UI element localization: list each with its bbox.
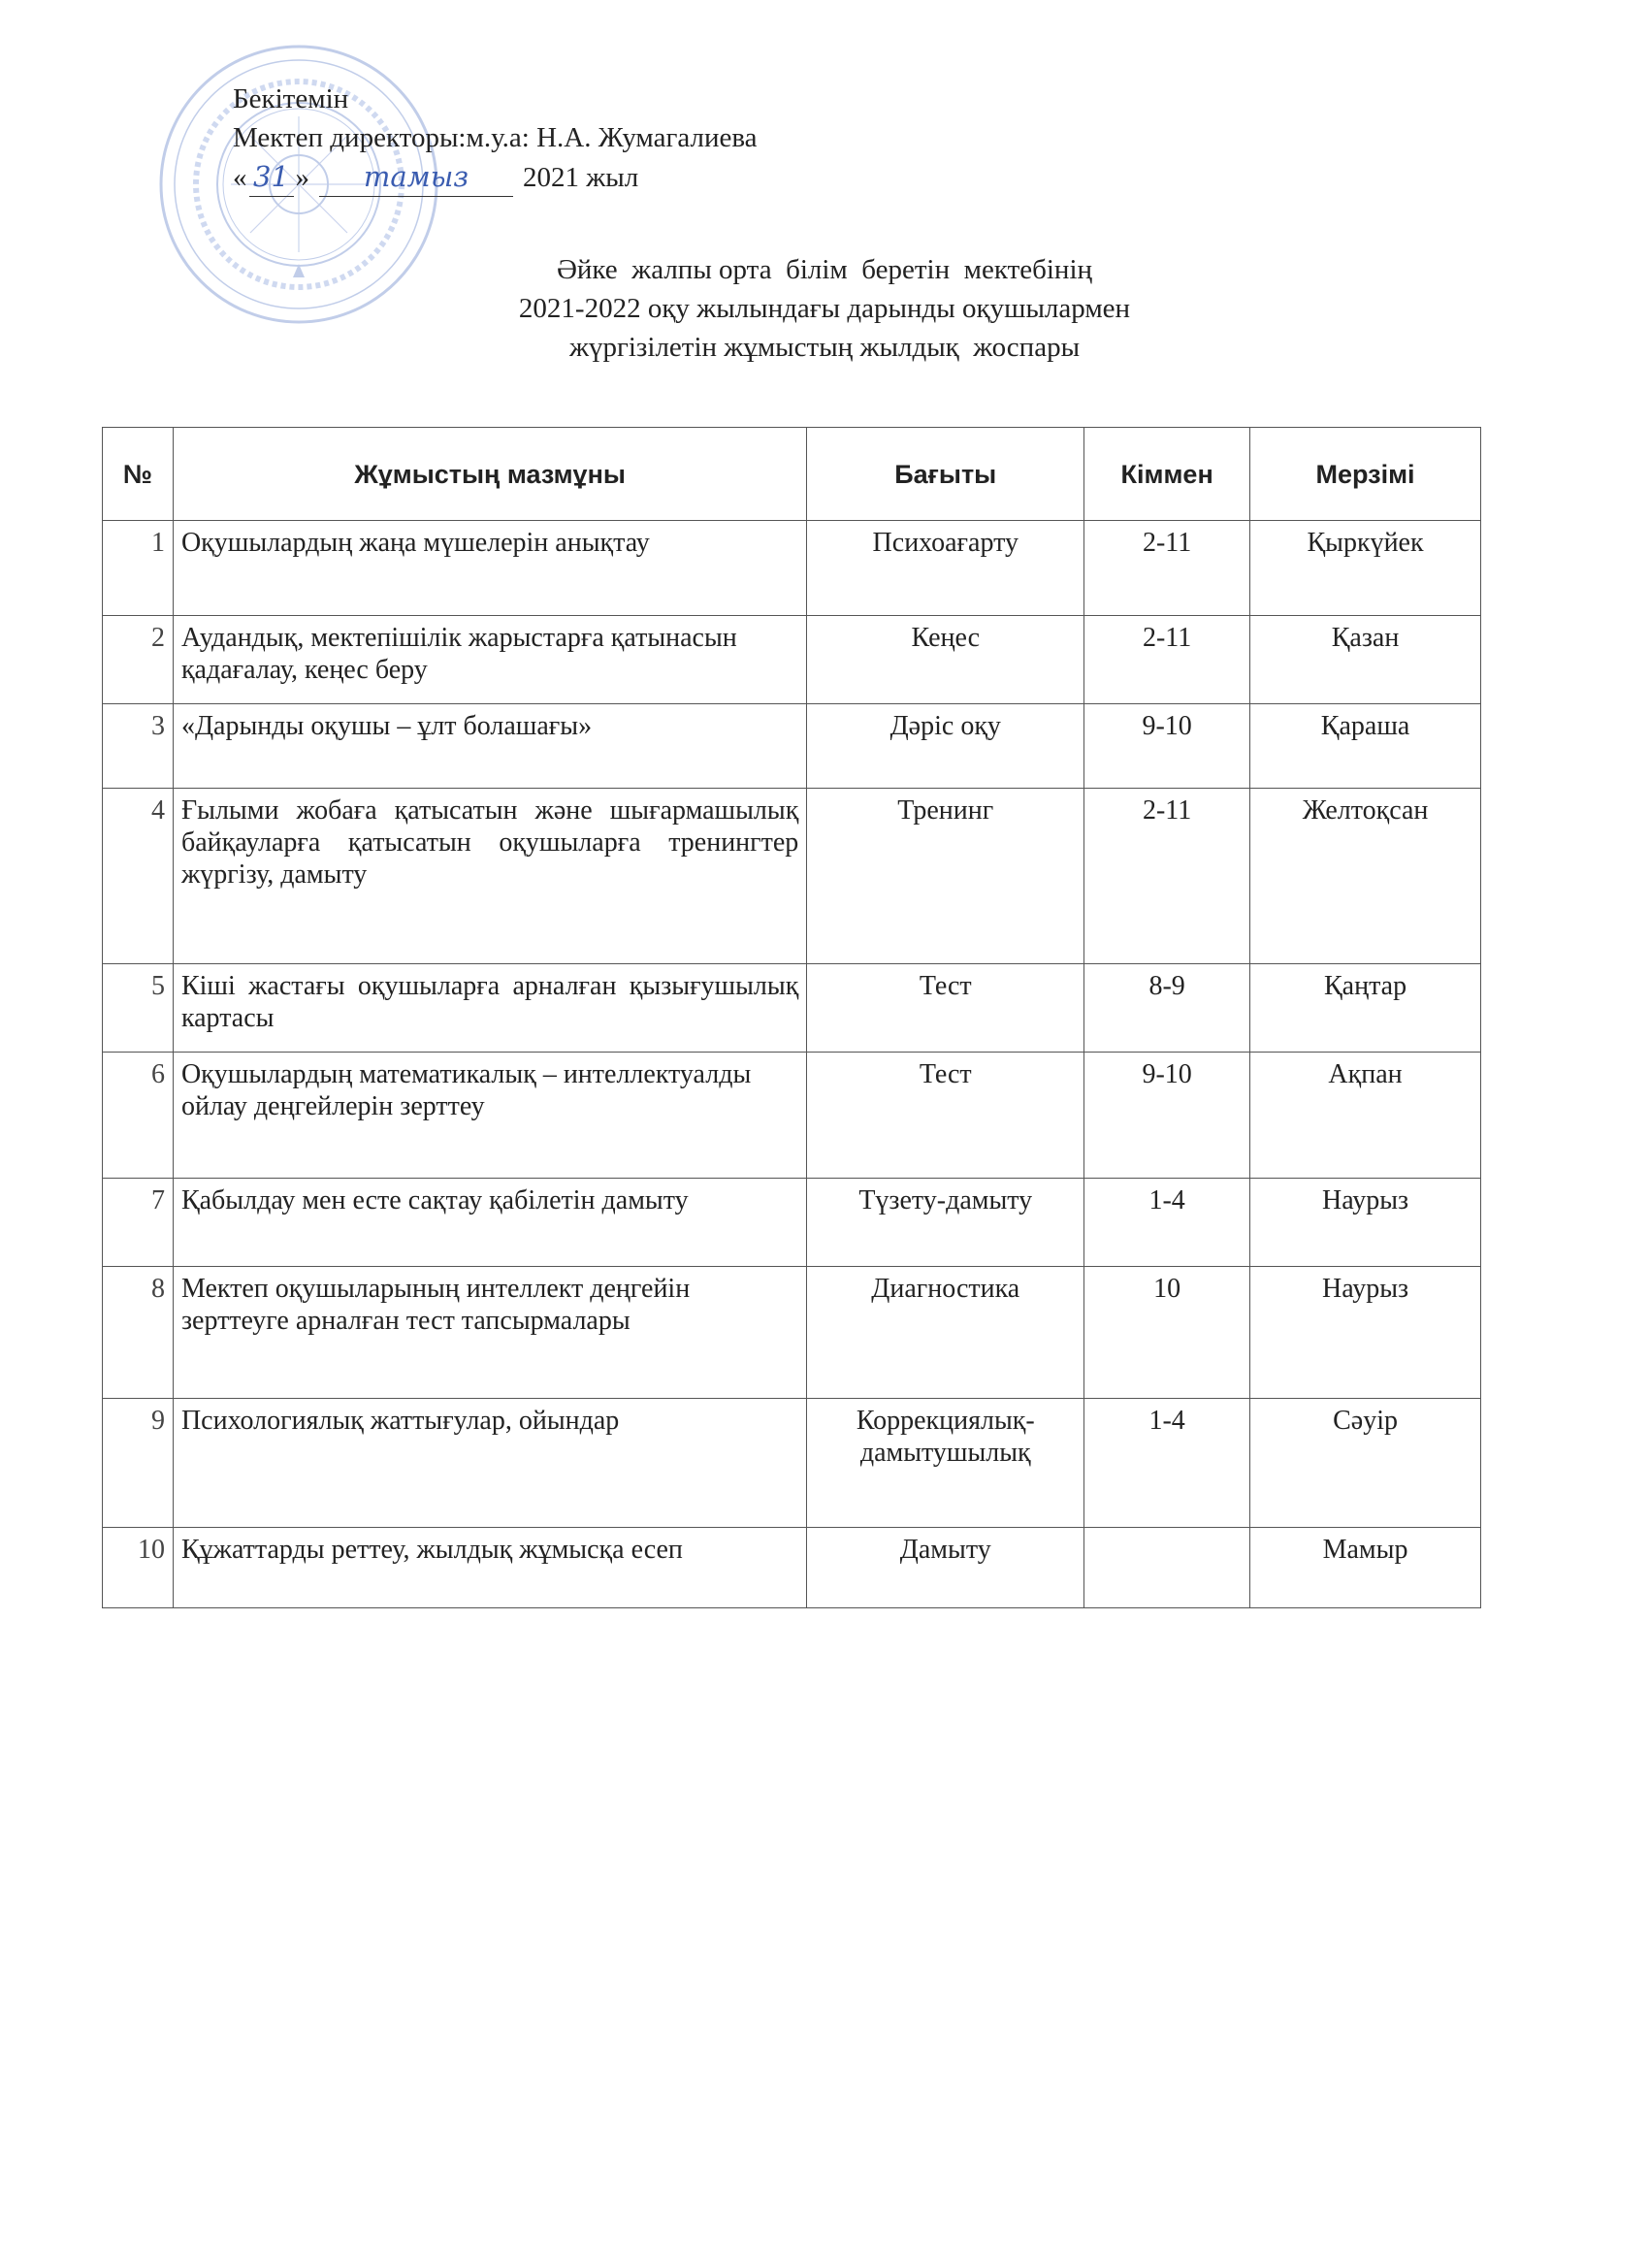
table-row: [103, 616, 1481, 704]
row-content: Мектеп оқушыларының интеллект деңгейін зерттеуге арналған тест тапсырмалары: [173, 1267, 806, 1399]
row-number: 2: [103, 616, 174, 704]
row-direction: Кеңес: [807, 616, 1084, 704]
row-direction: Тест: [807, 964, 1084, 1053]
row-content: Оқушылардың математикалық – интеллектуалды ойлау деңгейлерін зерттеу: [173, 1053, 806, 1179]
approval-heading: Бекітемін: [233, 83, 349, 114]
row-participants: [1084, 1528, 1250, 1608]
approval-date: [233, 157, 758, 197]
row-deadline: Сәуір: [1250, 1399, 1481, 1528]
row-direction: Дәріс оқу: [807, 704, 1084, 789]
table-row: [103, 1267, 1481, 1399]
table-row: [103, 964, 1481, 1053]
row-deadline: Желтоқсан: [1250, 789, 1481, 964]
title-line-2: 2021-2022 оқу жылындағы дарынды оқушылармен: [518, 293, 1131, 324]
row-number: 10: [103, 1528, 174, 1608]
date-close-quote: »: [295, 162, 309, 193]
row-content: Оқушылардың жаңа мүшелерін анықтау: [173, 521, 806, 616]
row-number: 9: [103, 1399, 174, 1528]
date-day-handwritten: 31: [249, 157, 294, 197]
row-number: 8: [103, 1267, 174, 1399]
row-content: Кіші жастағы оқушыларға арналған қызығушылық картасы: [173, 964, 806, 1053]
row-deadline: Мамыр: [1250, 1528, 1481, 1608]
row-direction: Түзету-дамыту: [807, 1179, 1084, 1267]
row-direction: Коррекциялық-дамытушылық: [807, 1399, 1084, 1528]
header-direction: Бағыты: [807, 428, 1084, 521]
date-open-quote: «: [233, 162, 247, 193]
row-deadline: Наурыз: [1250, 1179, 1481, 1267]
title-line-1: Әйке жалпы орта білім беретін мектебінің: [556, 254, 1093, 285]
table-row: [103, 704, 1481, 789]
row-number: 4: [103, 789, 174, 964]
row-content: Құжаттарды реттеу, жылдық жұмысқа есеп: [173, 1528, 806, 1608]
row-deadline: Қазан: [1250, 616, 1481, 704]
row-content: Ғылыми жобаға қатысатын және шығармашылық байқауларға қатысатын оқушыларға тренингтер жүргізу, дамыту: [173, 789, 806, 964]
work-plan-table: [102, 427, 1481, 1608]
header-content: Жұмыстың мазмұны: [173, 428, 806, 521]
row-deadline: Наурыз: [1250, 1267, 1481, 1399]
row-number: 6: [103, 1053, 174, 1179]
director-name: Мектеп директоры:м.у.а: Н.А. Жумагалиева: [233, 122, 758, 153]
row-participants: 2-11: [1084, 616, 1250, 704]
row-direction: Тест: [807, 1053, 1084, 1179]
table-row: [103, 789, 1481, 964]
date-year: 2021 жыл: [523, 162, 639, 193]
row-participants: 2-11: [1084, 789, 1250, 964]
document-title: [0, 250, 1649, 367]
table-header-row: [103, 428, 1481, 521]
row-number: 1: [103, 521, 174, 616]
table-row: [103, 1053, 1481, 1179]
row-number: 3: [103, 704, 174, 789]
row-content: «Дарынды оқушы – ұлт болашағы»: [173, 704, 806, 789]
row-participants: 9-10: [1084, 704, 1250, 789]
row-content: Психологиялық жаттығулар, ойындар: [173, 1399, 806, 1528]
title-line-3: жүргізілетін жұмыстың жылдық жоспары: [568, 332, 1081, 363]
row-direction: Дамыту: [807, 1528, 1084, 1608]
row-participants: 1-4: [1084, 1179, 1250, 1267]
approval-block: [233, 80, 758, 197]
row-participants: 2-11: [1084, 521, 1250, 616]
header-participants: Кіммен: [1084, 428, 1250, 521]
date-month-handwritten: тамыз: [319, 157, 513, 197]
row-deadline: Қаңтар: [1250, 964, 1481, 1053]
row-participants: 9-10: [1084, 1053, 1250, 1179]
table-row: [103, 1399, 1481, 1528]
row-direction: Диагностика: [807, 1267, 1084, 1399]
row-deadline: Қараша: [1250, 704, 1481, 789]
table-row: [103, 1528, 1481, 1608]
row-number: 7: [103, 1179, 174, 1267]
row-deadline: Ақпан: [1250, 1053, 1481, 1179]
row-content: Қабылдау мен есте сақтау қабілетін дамыту: [173, 1179, 806, 1267]
row-participants: 8-9: [1084, 964, 1250, 1053]
table-row: [103, 521, 1481, 616]
row-deadline: Қыркүйек: [1250, 521, 1481, 616]
header-number: №: [103, 428, 174, 521]
row-content: Аудандық, мектепішілік жарыстарға қатынасын қадағалау, кеңес беру: [173, 616, 806, 704]
header-deadline: Мерзімі: [1250, 428, 1481, 521]
table-row: [103, 1179, 1481, 1267]
row-direction: Тренинг: [807, 789, 1084, 964]
row-participants: 1-4: [1084, 1399, 1250, 1528]
row-number: 5: [103, 964, 174, 1053]
row-direction: Психоағарту: [807, 521, 1084, 616]
row-participants: 10: [1084, 1267, 1250, 1399]
